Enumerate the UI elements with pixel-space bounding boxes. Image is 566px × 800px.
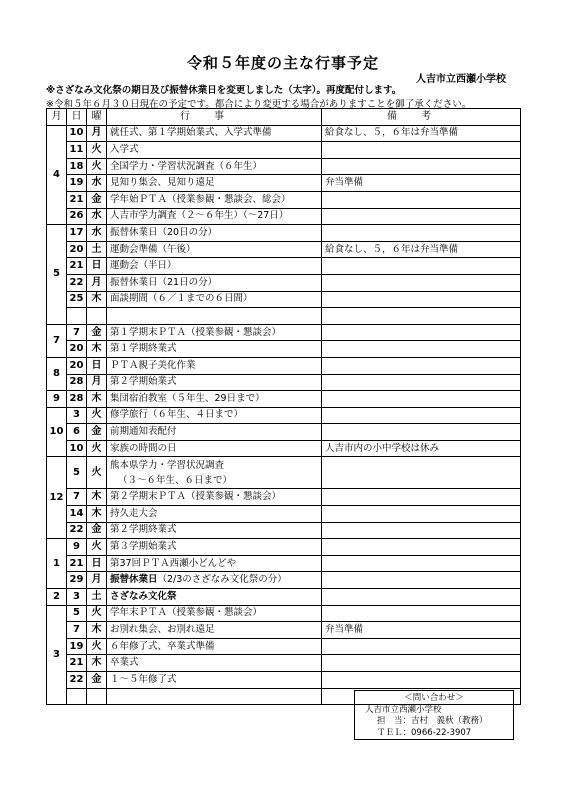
table-row — [47, 225, 521, 242]
weekday-cell: 火 — [87, 638, 107, 655]
day-cell: 29 — [67, 572, 87, 589]
school-name: 人吉市立西瀬小学校 — [416, 74, 506, 85]
table-row — [47, 324, 521, 341]
day-cell: 7 — [67, 622, 87, 639]
event-cell: 第１学期終業式 — [107, 341, 322, 358]
remark-cell — [322, 258, 521, 275]
remark-cell — [322, 407, 521, 424]
weekday-cell: 金 — [87, 424, 107, 441]
table-row — [47, 539, 521, 556]
remark-cell — [322, 357, 521, 374]
day-cell: 3 — [67, 407, 87, 424]
remark-cell — [322, 374, 521, 391]
event-cell: 学年始ＰＴＡ（授業参観・懇談会、総会） — [107, 191, 322, 208]
day-cell: 28 — [67, 374, 87, 391]
month-cell: 3 — [47, 605, 67, 705]
remark-cell — [322, 208, 521, 225]
table-row — [47, 142, 521, 159]
header-day: 日 — [67, 109, 87, 126]
remark-cell — [322, 225, 521, 242]
event-cell: 運動会準備（午後） — [107, 241, 322, 258]
weekday-cell: 火 — [87, 539, 107, 556]
day-cell: 20 — [67, 241, 87, 258]
weekday-cell: 金 — [87, 522, 107, 539]
remark-cell — [322, 522, 521, 539]
remark-cell — [322, 324, 521, 341]
day-cell: 10 — [67, 125, 87, 142]
table-row — [47, 191, 521, 208]
event-cell: お別れ集会、お別れ遠足 — [107, 622, 322, 639]
table-row — [47, 522, 521, 539]
weekday-cell: 金 — [87, 672, 107, 689]
weekday-cell: 木 — [87, 489, 107, 506]
event-cell: １～５年修了式 — [107, 672, 322, 689]
remark-cell: 給食なし、５，６年は弁当準備 — [322, 241, 521, 258]
remark-cell — [322, 506, 521, 523]
table-row — [47, 672, 521, 689]
remark-cell — [322, 605, 521, 622]
weekday-cell: 火 — [87, 440, 107, 457]
day-cell: 22 — [67, 274, 87, 291]
month-cell: 10 — [47, 407, 67, 457]
remark-cell — [322, 142, 521, 159]
weekday-cell: 木 — [87, 341, 107, 358]
events-table — [46, 108, 521, 705]
day-cell: 7 — [67, 489, 87, 506]
header-month: 月 — [47, 109, 67, 126]
weekday-cell — [87, 688, 107, 705]
day-cell: 18 — [67, 158, 87, 175]
day-cell: 26 — [67, 208, 87, 225]
remark-cell — [322, 457, 521, 489]
day-cell: 20 — [67, 341, 87, 358]
remark-cell: 人吉市内の小中学校は休み — [322, 440, 521, 457]
event-cell — [107, 572, 322, 589]
contact-person: 担 当：吉村 義秋（教務） — [377, 716, 488, 726]
day-cell: 3 — [67, 589, 87, 606]
table-row — [47, 506, 521, 523]
table-row — [47, 440, 521, 457]
day-cell: 20 — [67, 357, 87, 374]
event-cell: 家族の時間の日 — [107, 440, 322, 457]
day-cell: 28 — [67, 391, 87, 408]
table-row — [47, 424, 521, 441]
remark-cell — [322, 341, 521, 358]
table-row — [47, 125, 521, 142]
contact-title: ＜問い合わせ＞ — [404, 693, 464, 703]
table-row — [47, 258, 521, 275]
event-cell: 卒業式 — [107, 655, 322, 672]
header-weekday: 曜 — [87, 109, 107, 126]
table-row — [47, 374, 521, 391]
weekday-cell: 日 — [87, 555, 107, 572]
weekday-cell: 土 — [87, 589, 107, 606]
event-text-suffix: （2/3のさざなみ文化祭の分） — [157, 574, 287, 586]
weekday-cell: 金 — [87, 191, 107, 208]
event-cell: 持久走大会 — [107, 506, 322, 523]
remark-cell — [322, 391, 521, 408]
event-cell: 運動会（半日） — [107, 258, 322, 275]
event-cell: ６年修了式、卒業式準備 — [107, 638, 322, 655]
day-cell: 19 — [67, 175, 87, 192]
month-cell: 8 — [47, 357, 67, 390]
month-cell: 1 — [47, 539, 67, 589]
remark-cell — [322, 672, 521, 689]
month-cell: 9 — [47, 391, 67, 408]
event-cell — [107, 308, 322, 325]
event-cell: 人吉市学力調査（２～６年生）（～27日） — [107, 208, 322, 225]
weekday-cell: 木 — [87, 506, 107, 523]
table-row — [47, 457, 521, 489]
event-cell: 面談期間（６／１までの６日間） — [107, 291, 322, 308]
month-cell: 4 — [47, 125, 67, 225]
event-cell: 修学旅行（６年生、４日まで） — [107, 407, 322, 424]
remark-cell — [322, 655, 521, 672]
event-text: 振替休業日 — [110, 574, 158, 586]
table-row — [47, 357, 521, 374]
month-cell: 5 — [47, 225, 67, 325]
weekday-cell: 月 — [87, 572, 107, 589]
day-cell: 10 — [67, 440, 87, 457]
remark-cell: 給食なし、５，６年は弁当準備 — [322, 125, 521, 142]
remark-cell — [322, 274, 521, 291]
event-cell: 入学式 — [107, 142, 322, 159]
weekday-cell: 木 — [87, 655, 107, 672]
event-cell: 第２学期末ＰＴＡ（授業参観・懇談会） — [107, 489, 322, 506]
table-row — [47, 308, 521, 325]
weekday-cell: 火 — [87, 605, 107, 622]
event-cell: 第37回ＰＴＡ西瀬小どんどや — [107, 555, 322, 572]
event-cell: 集団宿泊教室（５年生、29日まで） — [107, 391, 322, 408]
table-row — [47, 291, 521, 308]
table-row — [47, 158, 521, 175]
table-row — [47, 655, 521, 672]
remark-cell: 弁当準備 — [322, 622, 521, 639]
day-cell: 21 — [67, 655, 87, 672]
day-cell — [67, 308, 87, 325]
contact-school: 人吉市立西瀬小学校 — [365, 704, 442, 715]
table-row — [47, 208, 521, 225]
table-row — [47, 555, 521, 572]
remark-cell — [322, 555, 521, 572]
remark-cell — [322, 638, 521, 655]
weekday-cell: 火 — [87, 142, 107, 159]
day-cell: 14 — [67, 506, 87, 523]
table-row — [47, 622, 521, 639]
day-cell: 7 — [67, 324, 87, 341]
weekday-cell — [87, 308, 107, 325]
month-cell: 2 — [47, 589, 67, 606]
weekday-cell: 火 — [87, 407, 107, 424]
event-cell: ＰＴＡ親子美化作業 — [107, 357, 322, 374]
day-cell — [67, 688, 87, 705]
events-body — [47, 125, 521, 705]
day-cell: 5 — [67, 605, 87, 622]
event-text: 熊本県学力・学習状況調査 — [110, 459, 225, 471]
table-row — [47, 241, 521, 258]
day-cell: 6 — [67, 424, 87, 441]
day-cell: 22 — [67, 672, 87, 689]
weekday-cell: 木 — [87, 291, 107, 308]
weekday-cell: 土 — [87, 241, 107, 258]
remark-cell — [322, 572, 521, 589]
day-cell: 25 — [67, 291, 87, 308]
table-row — [47, 589, 521, 606]
remark-cell — [322, 291, 521, 308]
event-cell: 第３学期始業式 — [107, 539, 322, 556]
event-cell — [107, 457, 322, 489]
weekday-cell: 月 — [87, 125, 107, 142]
change-notice: ※さざなみ文化祭の期日及び振替休業日を変更しました（太字）。再度配付します。 — [46, 85, 402, 96]
event-cell: 振替休業日（21日の分） — [107, 274, 322, 291]
event-cell: 見知り集会、見知り遠足 — [107, 175, 322, 192]
weekday-cell: 金 — [87, 324, 107, 341]
remark-cell — [322, 539, 521, 556]
remark-cell — [322, 424, 521, 441]
weekday-cell: 火 — [87, 457, 107, 489]
event-cell: さざなみ文化祭 — [107, 589, 322, 606]
page-title: 令和５年度の主な行事予定 — [186, 54, 379, 72]
month-cell: 7 — [47, 324, 67, 357]
remark-cell — [322, 158, 521, 175]
event-cell: 振替休業日（20日の分） — [107, 225, 322, 242]
day-cell: 17 — [67, 225, 87, 242]
table-row — [47, 391, 521, 408]
table-row — [47, 341, 521, 358]
remark-cell: 弁当準備 — [322, 175, 521, 192]
contact-tel: ＴＥＬ：0966-22-3907 — [377, 727, 472, 738]
event-cell — [107, 688, 322, 705]
weekday-cell: 月 — [87, 374, 107, 391]
table-row — [47, 407, 521, 424]
weekday-cell: 水 — [87, 225, 107, 242]
weekday-cell: 水 — [87, 208, 107, 225]
header-remarks: 備考 — [322, 109, 521, 126]
day-cell: 9 — [67, 539, 87, 556]
event-cell: 第２学期始業式 — [107, 374, 322, 391]
event-cell: 前期通知表配付 — [107, 424, 322, 441]
event-cell: 就任式、第１学期始業式、入学式準備 — [107, 125, 322, 142]
weekday-cell: 火 — [87, 158, 107, 175]
header-event: 行事 — [107, 109, 322, 126]
event-cell: 第１学期末ＰＴＡ（授業参観・懇談会） — [107, 324, 322, 341]
table-row — [47, 489, 521, 506]
weekday-cell: 月 — [87, 274, 107, 291]
remark-cell — [322, 489, 521, 506]
table-row — [47, 605, 521, 622]
event-cell: 第２学期終業式 — [107, 522, 322, 539]
day-cell: 21 — [67, 258, 87, 275]
table-row — [47, 175, 521, 192]
day-cell: 11 — [67, 142, 87, 159]
weekday-cell: 水 — [87, 175, 107, 192]
weekday-cell: 日 — [87, 258, 107, 275]
as-of-notice: ※令和５年６月３０日現在の予定です。都合により変更する場合がありますことを御了承ください。 — [46, 99, 472, 110]
weekday-cell: 日 — [87, 357, 107, 374]
table-row — [47, 274, 521, 291]
event-cell: 全国学力・学習状況調査（６年生） — [107, 158, 322, 175]
day-cell: 5 — [67, 457, 87, 489]
weekday-cell: 木 — [87, 391, 107, 408]
table-row — [47, 572, 521, 589]
day-cell: 19 — [67, 638, 87, 655]
day-cell: 21 — [67, 555, 87, 572]
remark-cell — [322, 589, 521, 606]
table-row — [47, 638, 521, 655]
event-text-continued: （３～６年生、６日まで） — [118, 474, 233, 486]
remark-cell — [322, 308, 521, 325]
contact-box — [354, 690, 514, 740]
day-cell: 22 — [67, 522, 87, 539]
weekday-cell: 木 — [87, 622, 107, 639]
month-cell: 12 — [47, 457, 67, 539]
remark-cell — [322, 191, 521, 208]
event-cell: 学年末ＰＴＡ（授業参観・懇談会） — [107, 605, 322, 622]
day-cell: 21 — [67, 191, 87, 208]
